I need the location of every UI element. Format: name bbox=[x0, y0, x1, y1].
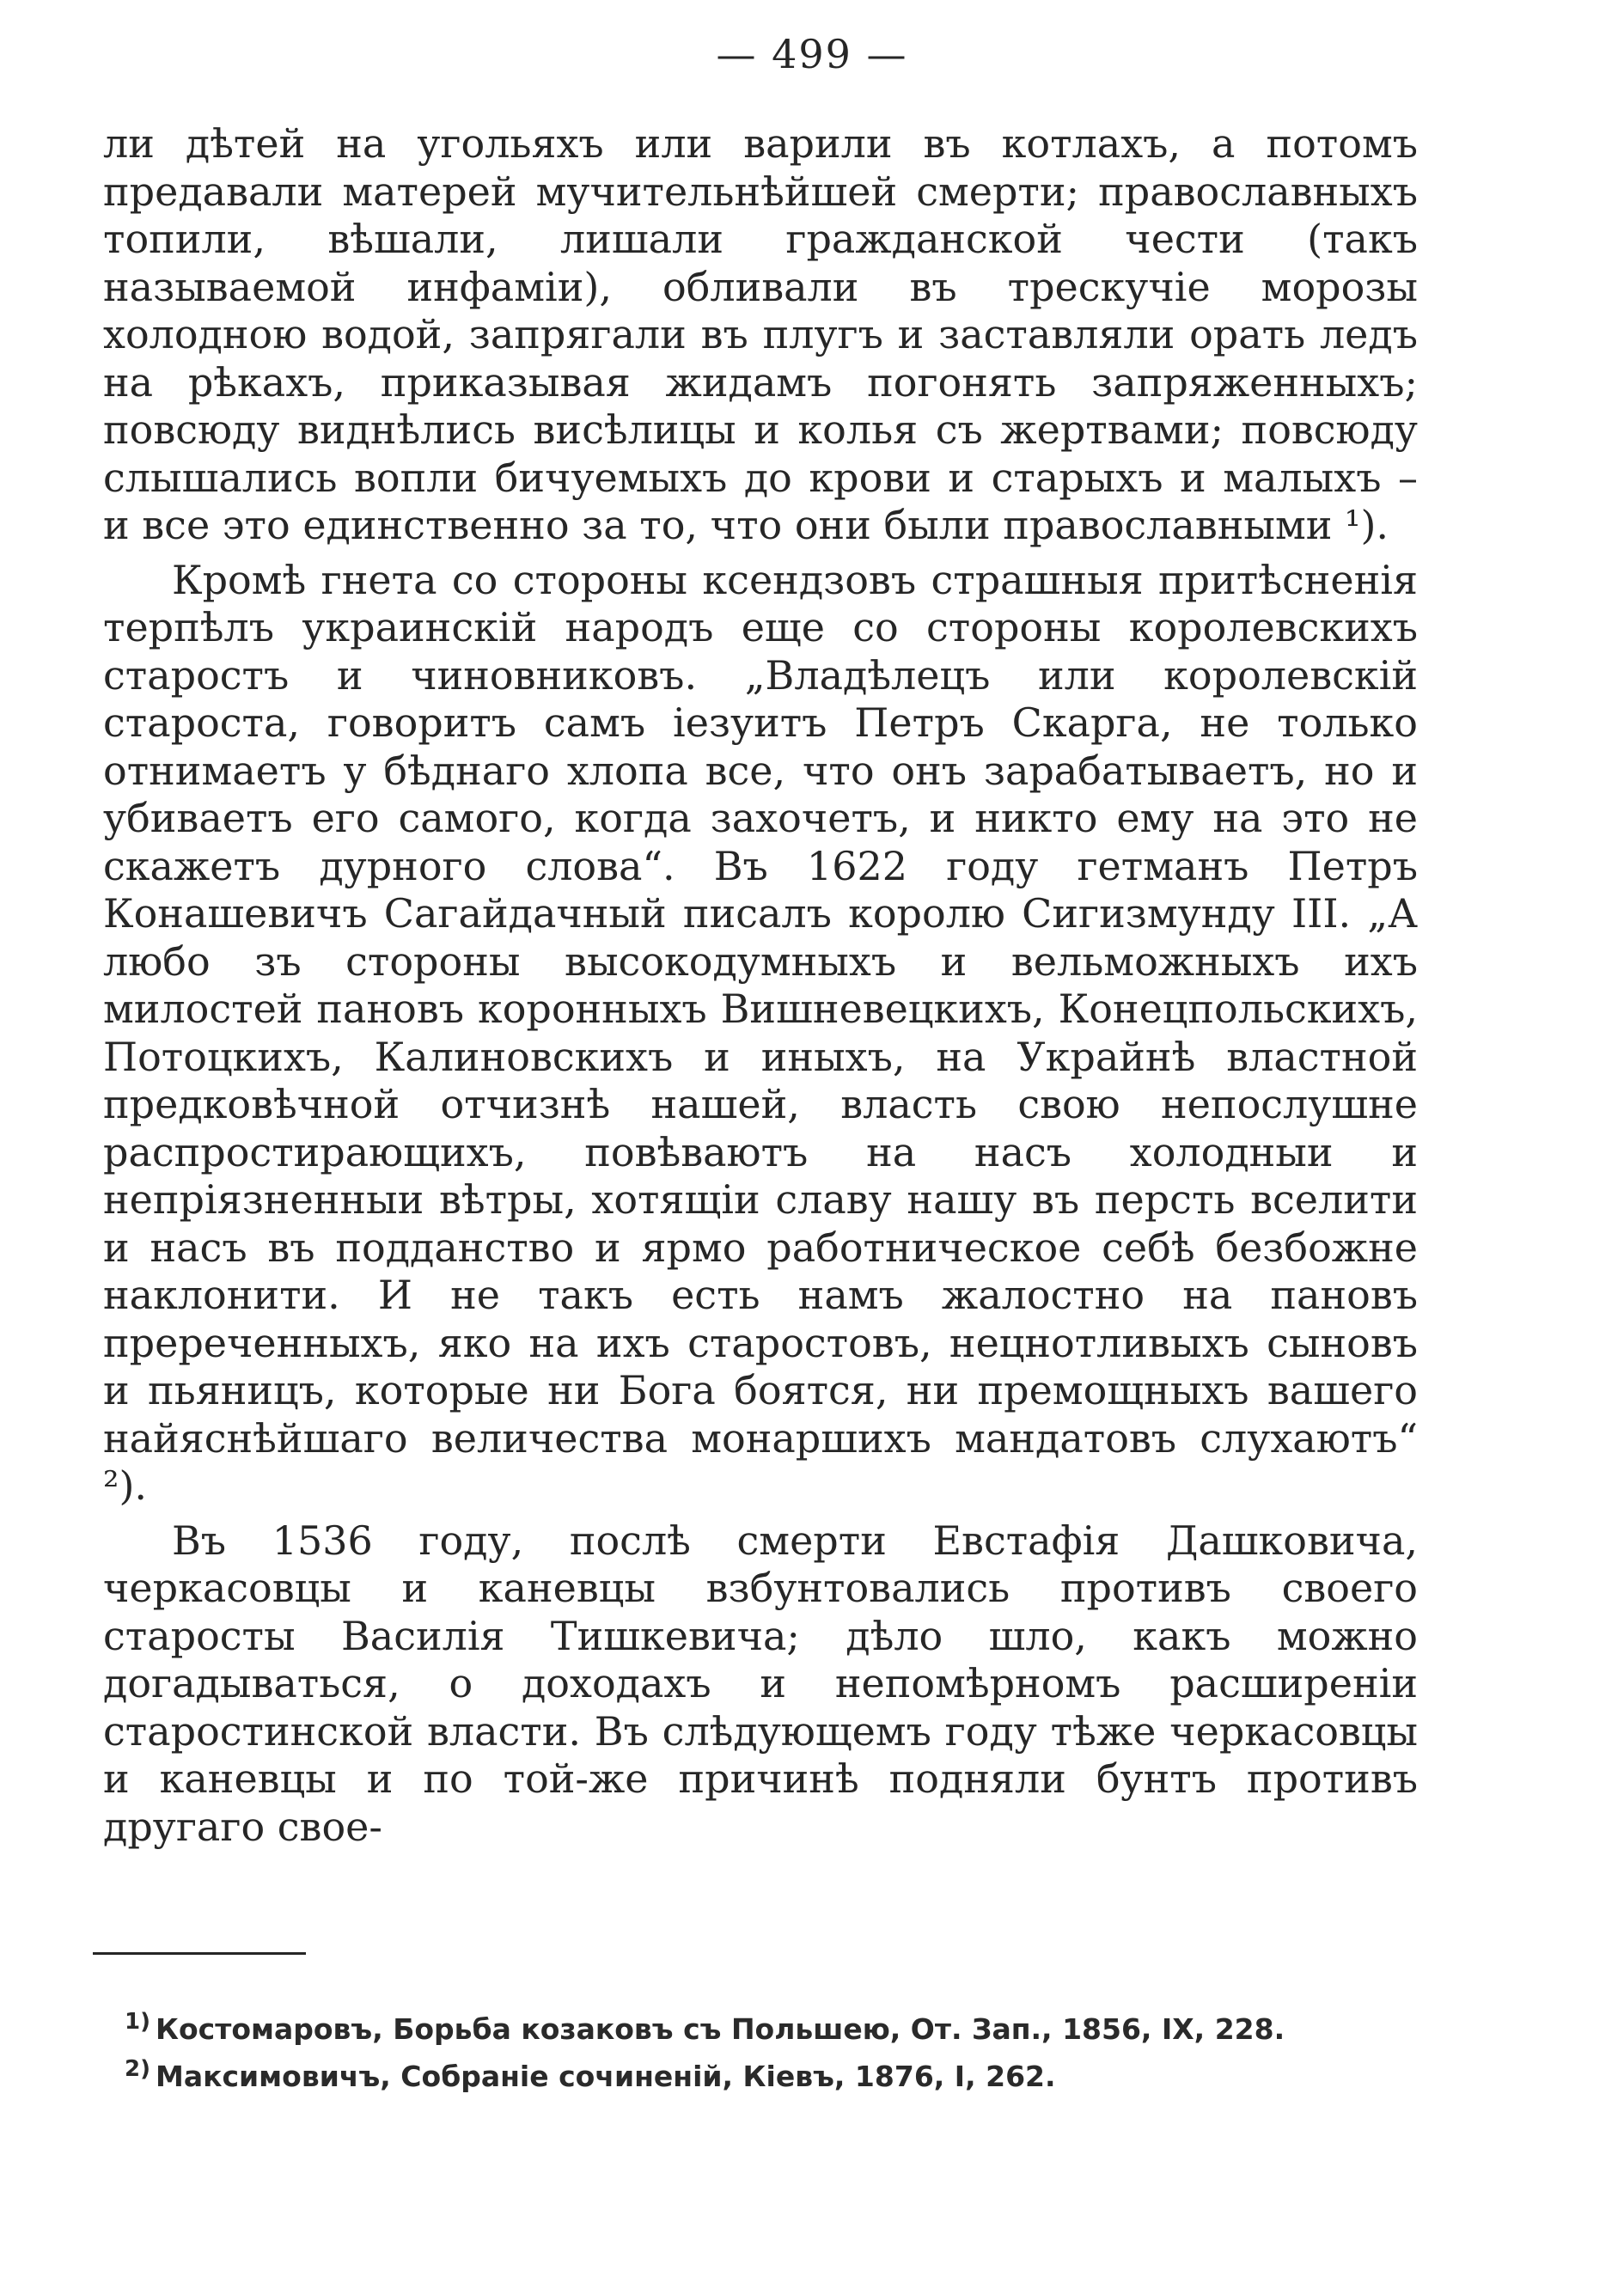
paragraph-revolt-1536: Въ 1536 году, послѣ смерти Евстафія Дашковича, черкасовцы и каневцы взбунтовались противъ своего старосты Василія Тишкевича; дѣло шло, какъ можно догадываться, о доходахъ и непомѣрномъ расширеніи старостинской власти. Въ слѣдующемъ году тѣже черкасовцы и каневцы и по той-же причинѣ подняли бунтъ противъ другаго свое- bbox=[103, 1517, 1418, 1850]
paragraph-continuation: ли дѣтей на угольяхъ или варили въ котлахъ, а потомъ предавали матерей мучительнѣйшей смерти; православныхъ топили, вѣшали, лишали гражданской чести (такъ называемой инфаміи), обливали въ трескучіе морозы холодною водой, запрягали въ плугъ и заставляли орать ледъ на рѣкахъ, приказывая жидамъ погонять запряженныхъ; повсюду виднѣлись висѣлицы и колья съ жертвами; повсюду слышались вопли бичуемыхъ до крови и старыхъ и малыхъ – и все это единственно за то, что они были православными ¹). bbox=[103, 120, 1418, 548]
footnotes bbox=[125, 2005, 1413, 2100]
page-number: — 499 — bbox=[716, 31, 908, 77]
footnote-2-text: Максимовичъ, Собраніе сочиненій, Кіевъ, 1876, I, 262. bbox=[155, 2060, 1056, 2093]
paragraph-oppression: Кромѣ гнета со стороны ксендзовъ страшныя притѣсненія терпѣлъ украинскій народъ еще со стороны королевскихъ старостъ и чиновниковъ. „Владѣлецъ или королевскій староста, говоритъ самъ іезуитъ Петръ Скарга, не только отнимаетъ у бѣднаго хлопа все, что онъ зарабатываетъ, но и убиваетъ его самого, когда захочетъ, и никто ему на это не скажетъ дурного слова“. Въ 1622 году гетманъ Петръ Конашевичъ Сагайдачный писалъ королю Сигизмунду III. „А любо зъ стороны высокодумныхъ и вельможныхъ ихъ милостей пановъ коронныхъ Вишневецкихъ, Конецпольскихъ, Потоцкихъ, Калиновскихъ и иныхъ, на Украйнѣ властной предковѣчной отчизнѣ нашей, власть свою непослушне распростирающихъ, повѣваютъ на насъ холодныи и непріязненныи вѣтры, хотящіи славу нашу въ персть вселити и насъ въ подданство и ярмо работническое себѣ безбожне наклонити. И не такъ есть намъ жалостно на пановъ пререченныхъ, яко на ихъ старостовъ, нецнотливыхъ сыновъ и пьяницъ, которые ни Бога боятся, ни премощныхъ вашего найяснѣйшаго величества монаршихъ мандатовъ слухаютъ“ ²). bbox=[103, 556, 1418, 1509]
footnote-1-text: Костомаровъ, Борьба козаковъ съ Польшею, От. Зап., 1856, IX, 228. bbox=[155, 2012, 1285, 2046]
footnote-2 bbox=[125, 2053, 1413, 2100]
footnote-1 bbox=[125, 2005, 1413, 2053]
footnote-1-mark: 1) bbox=[125, 2009, 150, 2035]
body-text bbox=[103, 120, 1418, 1851]
footnote-separator bbox=[93, 1952, 306, 1955]
footnote-2-mark: 2) bbox=[125, 2056, 150, 2082]
